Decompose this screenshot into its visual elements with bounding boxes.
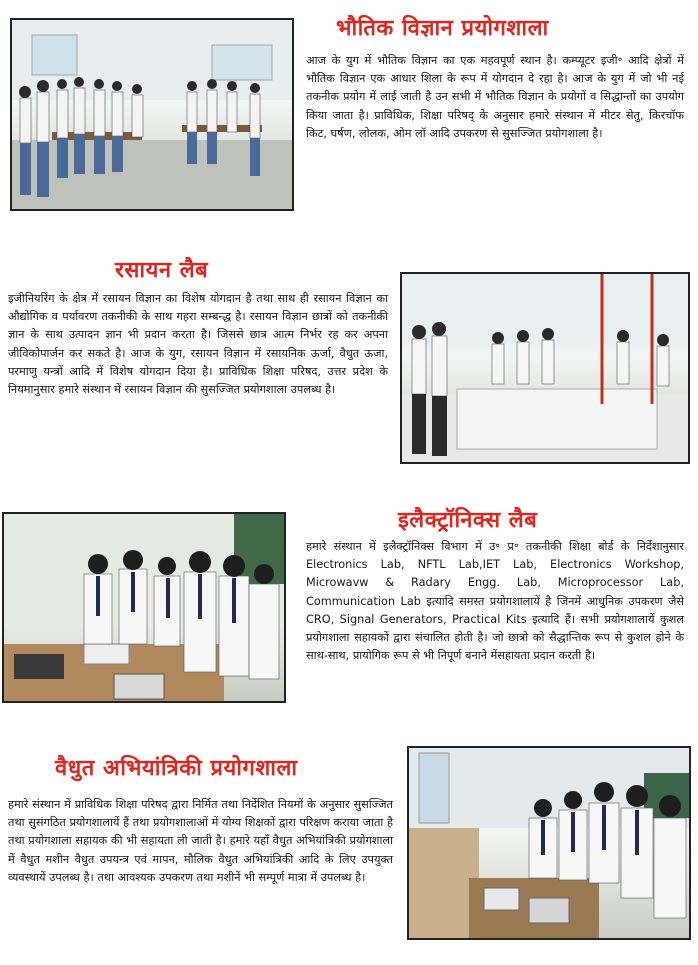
electrical-lab-title: वैधुत अभियांत्रिकी प्रयोगशाला: [55, 756, 298, 781]
chemistry-lab-description: इजीनियरिंग के क्षेत्र में रसायन विज्ञान का विशेष योगदान है तथा साथ ही रसायन विज्ञान का औद्योगिक व पर्यावरण तकनीकी के साथ गहरा सम्बन्द्ध है। रसायन विज्ञान छात्रों को तकनीकी ज्ञान के साथ उत्पादन ज्ञान भी प्रदान करता है। जिससे छात्र आत्म निर्भर रह कर अपना जीविकोपार्जन कर सकते है। आज के युग, रसायन विज्ञान में रसायनिक ऊर्जा, वैधुत ऊजा, परमाणु यन्त्रों आदि में विशेष योगदान दिया है। प्राविधिक शिक्षा परिषद, उत्तर प्रदेश के नियमानुसार हमारे संस्थान में रसायन विज्ञान की सुसज्जित प्रयोगशाला उपलब्ध है।: [8, 292, 388, 397]
physics-lab-description: आज के युग में भौतिक विज्ञान का एक महवपूर्ण स्थान है। कम्प्यूटर इजी॰ आदि क्षेत्रों में भौतिक विज्ञान एक आधार शिला के रूप में योगदान दे रहा है। आज के युग में जो भी नई तकनीक प्रयोग में लाई जाती है उन सभी में भौतिक विज्ञान के प्रयोगों व सिद्धान्तों का उपयोग किया जाता है। प्राविधिक, शिक्षा परिषद् के अनुसार हमारे संस्थान में मीटर सेतु, किरचॉफ किट, घर्षण, लोलक, ओम लॉ आदि उपकरण से सुसज्जित प्रयोगशाला है।: [306, 54, 684, 140]
electronics-lab-description: हमारे संस्थान में इलैक्ट्रॉनिक्स विभाग में उ॰ प्र॰ तकनीकी शिक्षा बोर्ड के निर्देशानुसार Electronics Lab, NFTL Lab,IET Lab, Electronics Workshop, Microwavw & Radary Engg. Lab, Microprocessor Lab, Communication Lab इत्यादि समस्त प्रयोगशालायें है जिनमें आधुनिक उपकरण जैसे CRO, Signal Generators, Practical Kits इत्यादि हैं। सभी प्रयोगशालायें कुशल प्रयोगशाला सहायकों द्वारा संचालित होती है। जो छात्रो को सैद्धान्तिक रूप से कुशल होने के साथ-साथ, प्रायोगिक रूप से भी निपूर्ण बनाने मेंसहायता प्रदान करती है।: [306, 540, 684, 663]
electrical-lab-photo: [407, 746, 691, 940]
electrical-lab-section: [0, 730, 698, 965]
electronics-lab-title: इलैक्ट्रॉनिक्स लैब: [398, 508, 538, 533]
electronics-lab-section: [0, 500, 698, 710]
physics-lab-title: भौतिक विज्ञान प्रयोगशाला: [336, 16, 549, 41]
chemistry-lab-photo: [400, 272, 690, 464]
chemistry-lab-section: [0, 240, 698, 465]
physics-lab-photo: [10, 18, 294, 211]
electronics-lab-photo: [2, 512, 286, 703]
chemistry-lab-title: रसायन लैब: [115, 258, 209, 283]
electrical-lab-description: हमारे संस्थान में प्राविधिक शिक्षा परिषद द्वारा निर्मित तथा निर्देशित नियमों के अनुसार सुसज्जित तथा सुसंगठित प्रयोगशालायें हैं तथा प्रयोगशालाओं में योग्य शिक्षकों द्वारा परिक्षण कराया जाता है तथा प्रयोगशाला सहायक की भी सहायता ली जाती है। हमारे यहाँ वैधुत अभियांत्रिकी प्रयोगशाला में वैधुत मशीन वैधुत उपयन्त्र एवं मापन, मौलिक वैधुत अभियांत्रिकी आदि के लिए उपयुक्त व्यवस्थायें उपलब्ध है। तथा आवश्यक उपकरण तथा मशीनें भी सम्पूर्ण मात्रा में उपलब्ध है।: [8, 798, 393, 884]
physics-lab-section: [0, 0, 698, 225]
